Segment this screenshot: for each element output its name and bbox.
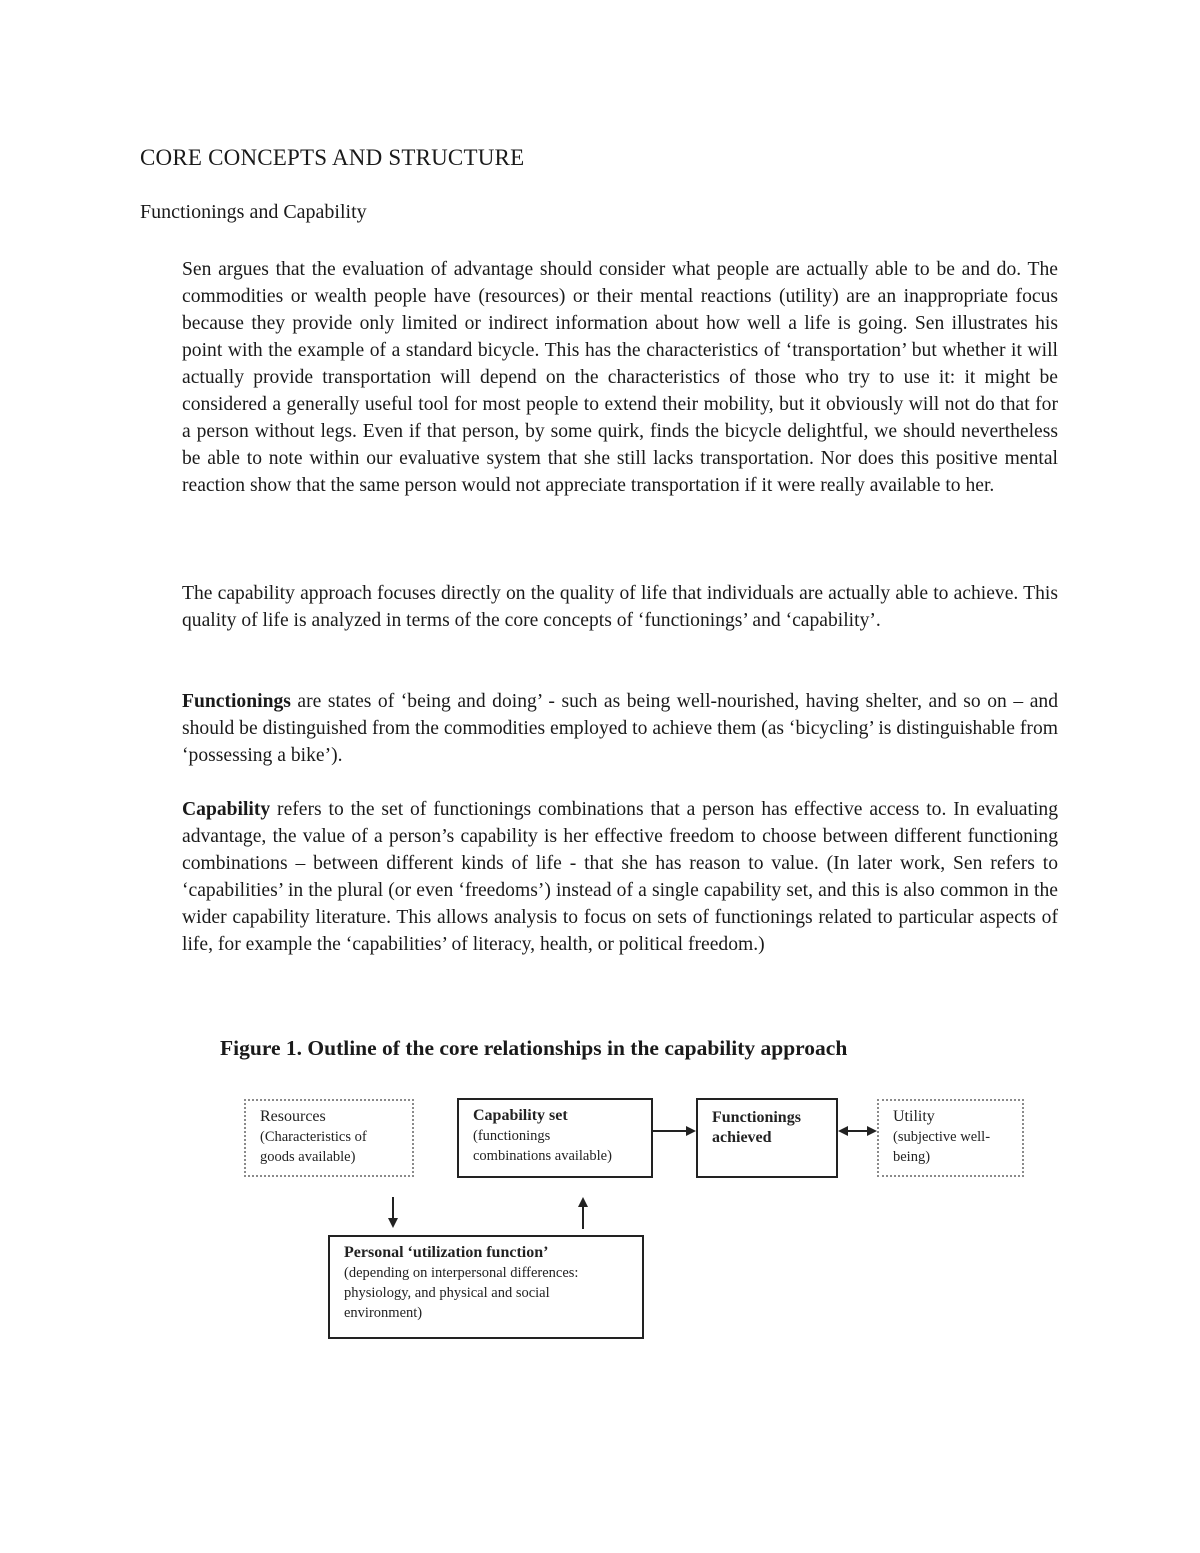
personal-utilization-box [328,1235,644,1339]
functionings-achieved-line2: achieved [712,1129,772,1146]
utility-line2: being) [893,1149,931,1165]
paragraph-functionings-definition [182,688,1058,769]
resources-title: Resources [260,1108,326,1125]
resources-line2: goods available) [260,1149,356,1165]
personal-utilization-line3: environment) [344,1305,423,1321]
personal-utilization-title: Personal ‘utilization function’ [344,1244,549,1261]
functionings-achieved-box [696,1098,838,1178]
personal-utilization-line2: physiology, and physical and social [344,1285,550,1301]
utility-box [877,1099,1024,1177]
functionings-achieved-line1: Functionings [712,1109,801,1126]
section-heading: CORE CONCEPTS AND STRUCTURE [140,145,525,170]
figure-caption: Figure 1. Outline of the core relationships in the capability approach [220,1036,848,1060]
capability-set-line1: (functionings [473,1128,551,1144]
resources-line1: (Characteristics of [260,1129,367,1145]
paragraph-bicycle-example: Sen argues that the evaluation of advantage should consider what people are actually able to be and do. The commodities or wealth people have (resources) or their mental reactions (utility) are an inappropriate focus because they provide only limited or indirect information about how well a life is going. Sen illustrates his point with the example of a standard bicycle. This has the characteristics of ‘transportation’ but whether it will actually provide transportation will depend on the characteristics of those who try to use it: it might be considered a generally useful tool for most people to extend their mobility, but it obviously will not do that for a person without legs. Even if that person, by some quirk, finds the bicycle delightful, we should nevertheless be able to note within our evaluative system that she still lacks transportation. Nor does this positive mental reaction show that the same person would not appreciate transportation if it were really available to her. [182,259,1058,496]
utility-line1: (subjective well- [893,1129,991,1145]
personal-utilization-line1: (depending on interpersonal differences: [344,1265,579,1281]
term-functionings: Functionings [182,691,291,712]
term-capability: Capability [182,799,271,820]
capability-set-title: Capability set [473,1107,568,1124]
capability-definition-text: refers to the set of functionings combinations that a person has effective access to. In evaluating advantage, the value of a person’s capability is her effective freedom to choose between different functioning combinations – between different kinds of life - that she has reason to value. (In later work, Sen refers to ‘capabilities’ in the plural (or even ‘freedoms’) instead of a single capability set, and this is also common in the wider capability literature. This allows analysis to focus on sets of functionings related to particular aspects of life, for example the ‘capabilities’ of literacy, health, or political freedom.) [182,799,1058,955]
resources-box [244,1099,414,1177]
paragraph-capability-definition [182,796,1058,958]
utility-title: Utility [893,1108,935,1125]
functionings-definition-text: are states of ‘being and doing’ - such as being well-nourished, having shelter, and so on – and should be distinguished from the commodities employed to achieve them (as ‘bicycling’ is distinguishable from ‘possessing a bike’). [182,691,1058,766]
paragraph-capability-approach: The capability approach focuses directly on the quality of life that individuals are actually able to achieve. This quality of life is analyzed in terms of the core concepts of ‘functionings’ and ‘capability’. [182,583,1058,631]
subsection-heading: Functionings and Capability [140,201,367,223]
capability-set-line2: combinations available) [473,1148,612,1164]
capability-set-box [457,1098,653,1178]
